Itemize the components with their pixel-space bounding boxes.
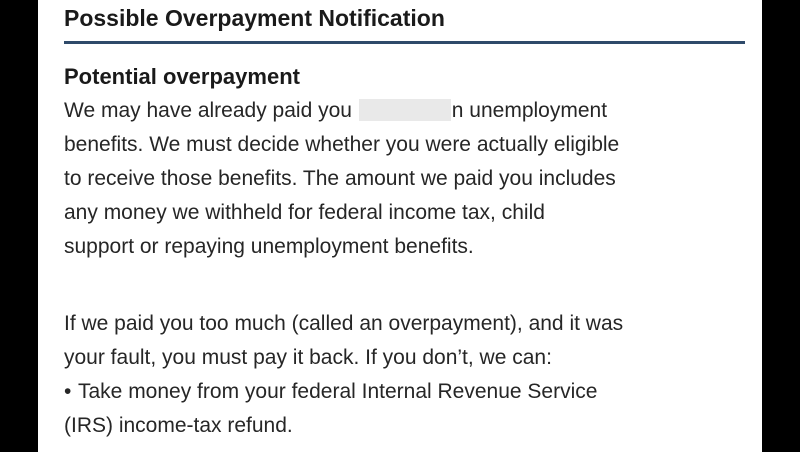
bullet-text: Take money from your federal Internal Revenue Service	[78, 380, 598, 403]
notice-header	[64, 0, 745, 44]
paragraph-repayment	[64, 307, 623, 443]
notice-title: Possible Overpayment Notification	[64, 5, 445, 31]
text-fragment: We may have already paid you	[64, 99, 352, 122]
paragraph-line: to receive those benefits. The amount we paid you includes	[64, 167, 616, 190]
text-fragment: n unemployment	[451, 99, 608, 122]
paragraph-line: your fault, you must pay it back. If you don’t, we can:	[64, 346, 552, 369]
notice-content	[64, 0, 754, 437]
paragraph-line: If we paid you too much (called an overpayment), and it was	[64, 312, 624, 335]
paragraph-eligibility	[64, 94, 619, 264]
paragraph-line	[64, 94, 619, 128]
notice-document	[38, 0, 762, 452]
bullet-continuation: (IRS) income-tax refund.	[64, 414, 293, 437]
bullet-marker: •	[64, 380, 72, 403]
paragraph-line: any money we withheld for federal income tax, child	[64, 201, 545, 224]
paragraph-line: support or repaying unemployment benefits.	[64, 235, 474, 258]
bullet-item	[64, 375, 623, 409]
paragraph-line: benefits. We must decide whether you were actually eligible	[64, 133, 620, 156]
redacted-amount	[359, 99, 451, 121]
section-title: Potential overpayment	[64, 64, 300, 89]
